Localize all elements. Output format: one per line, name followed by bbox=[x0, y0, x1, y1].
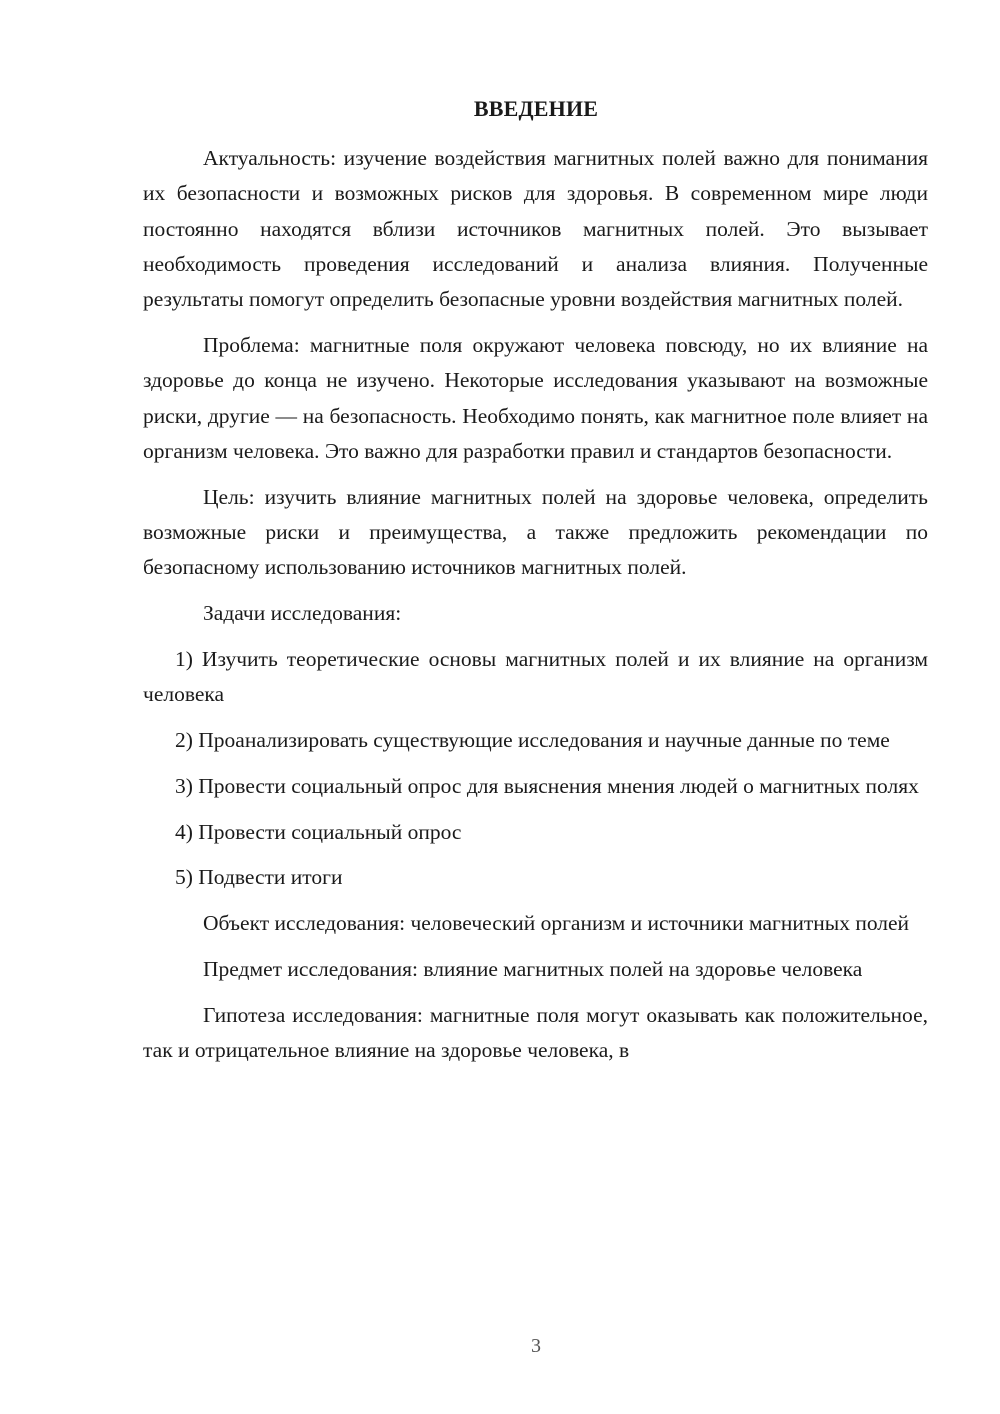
task-item: 2) Проанализировать существующие исследования и научные данные по теме bbox=[175, 727, 890, 752]
task-item: 3) Провести социальный опрос для выяснения мнения людей о магнитных полях bbox=[175, 773, 919, 798]
paragraph-object: Объект исследования: человеческий организм и источники магнитных полей bbox=[203, 911, 910, 936]
paragraph-subject: Предмет исследования: влияние магнитных полей на здоровье человека bbox=[203, 956, 863, 981]
paragraph-problem: Проблема: магнитные поля окружают человека повсюду, но их влияние на здоровье до конца не изучено. Некоторые исследования указывают на возможные риски, другие — на безопасность. Необходимо понять, как магнитное поле влияет на организм человека. Это важно для разработки правил и стандартов безопасности. bbox=[143, 332, 928, 463]
paragraph-relevance: Актуальность: изучение воздействия магнитных полей важно для понимания их безопасности и возможных рисков для здоровья. В современном мире люди постоянно находятся вблизи источников магнитных полей. Это вызывает необходимость проведения исследований и анализа влияния. Полученные результаты помогут определить безопасные уровни воздействия магнитных полей. bbox=[143, 146, 928, 312]
task-item: 4) Провести социальный опрос bbox=[175, 819, 462, 844]
task-item: 5) Подвести итоги bbox=[175, 865, 343, 890]
paragraph-tasks-heading: Задачи исследования: bbox=[203, 601, 402, 626]
section-title: ВВЕДЕНИЕ bbox=[473, 96, 599, 121]
paragraph-goal: Цель: изучить влияние магнитных полей на здоровье человека, определить возможные риски и преимущества, а также предложить рекомендации по безопасному использованию источников магнитных полей. bbox=[143, 484, 928, 580]
document-body bbox=[143, 141, 928, 1079]
task-item: 1) Изучить теоретические основы магнитных полей и их влияние на организм человека bbox=[143, 646, 928, 707]
page-number: 3 bbox=[531, 1335, 541, 1357]
paragraph-hypothesis: Гипотеза исследования: магнитные поля могут оказывать как положительное, так и отрицательное влияние на здоровье человека, в bbox=[143, 1002, 928, 1063]
